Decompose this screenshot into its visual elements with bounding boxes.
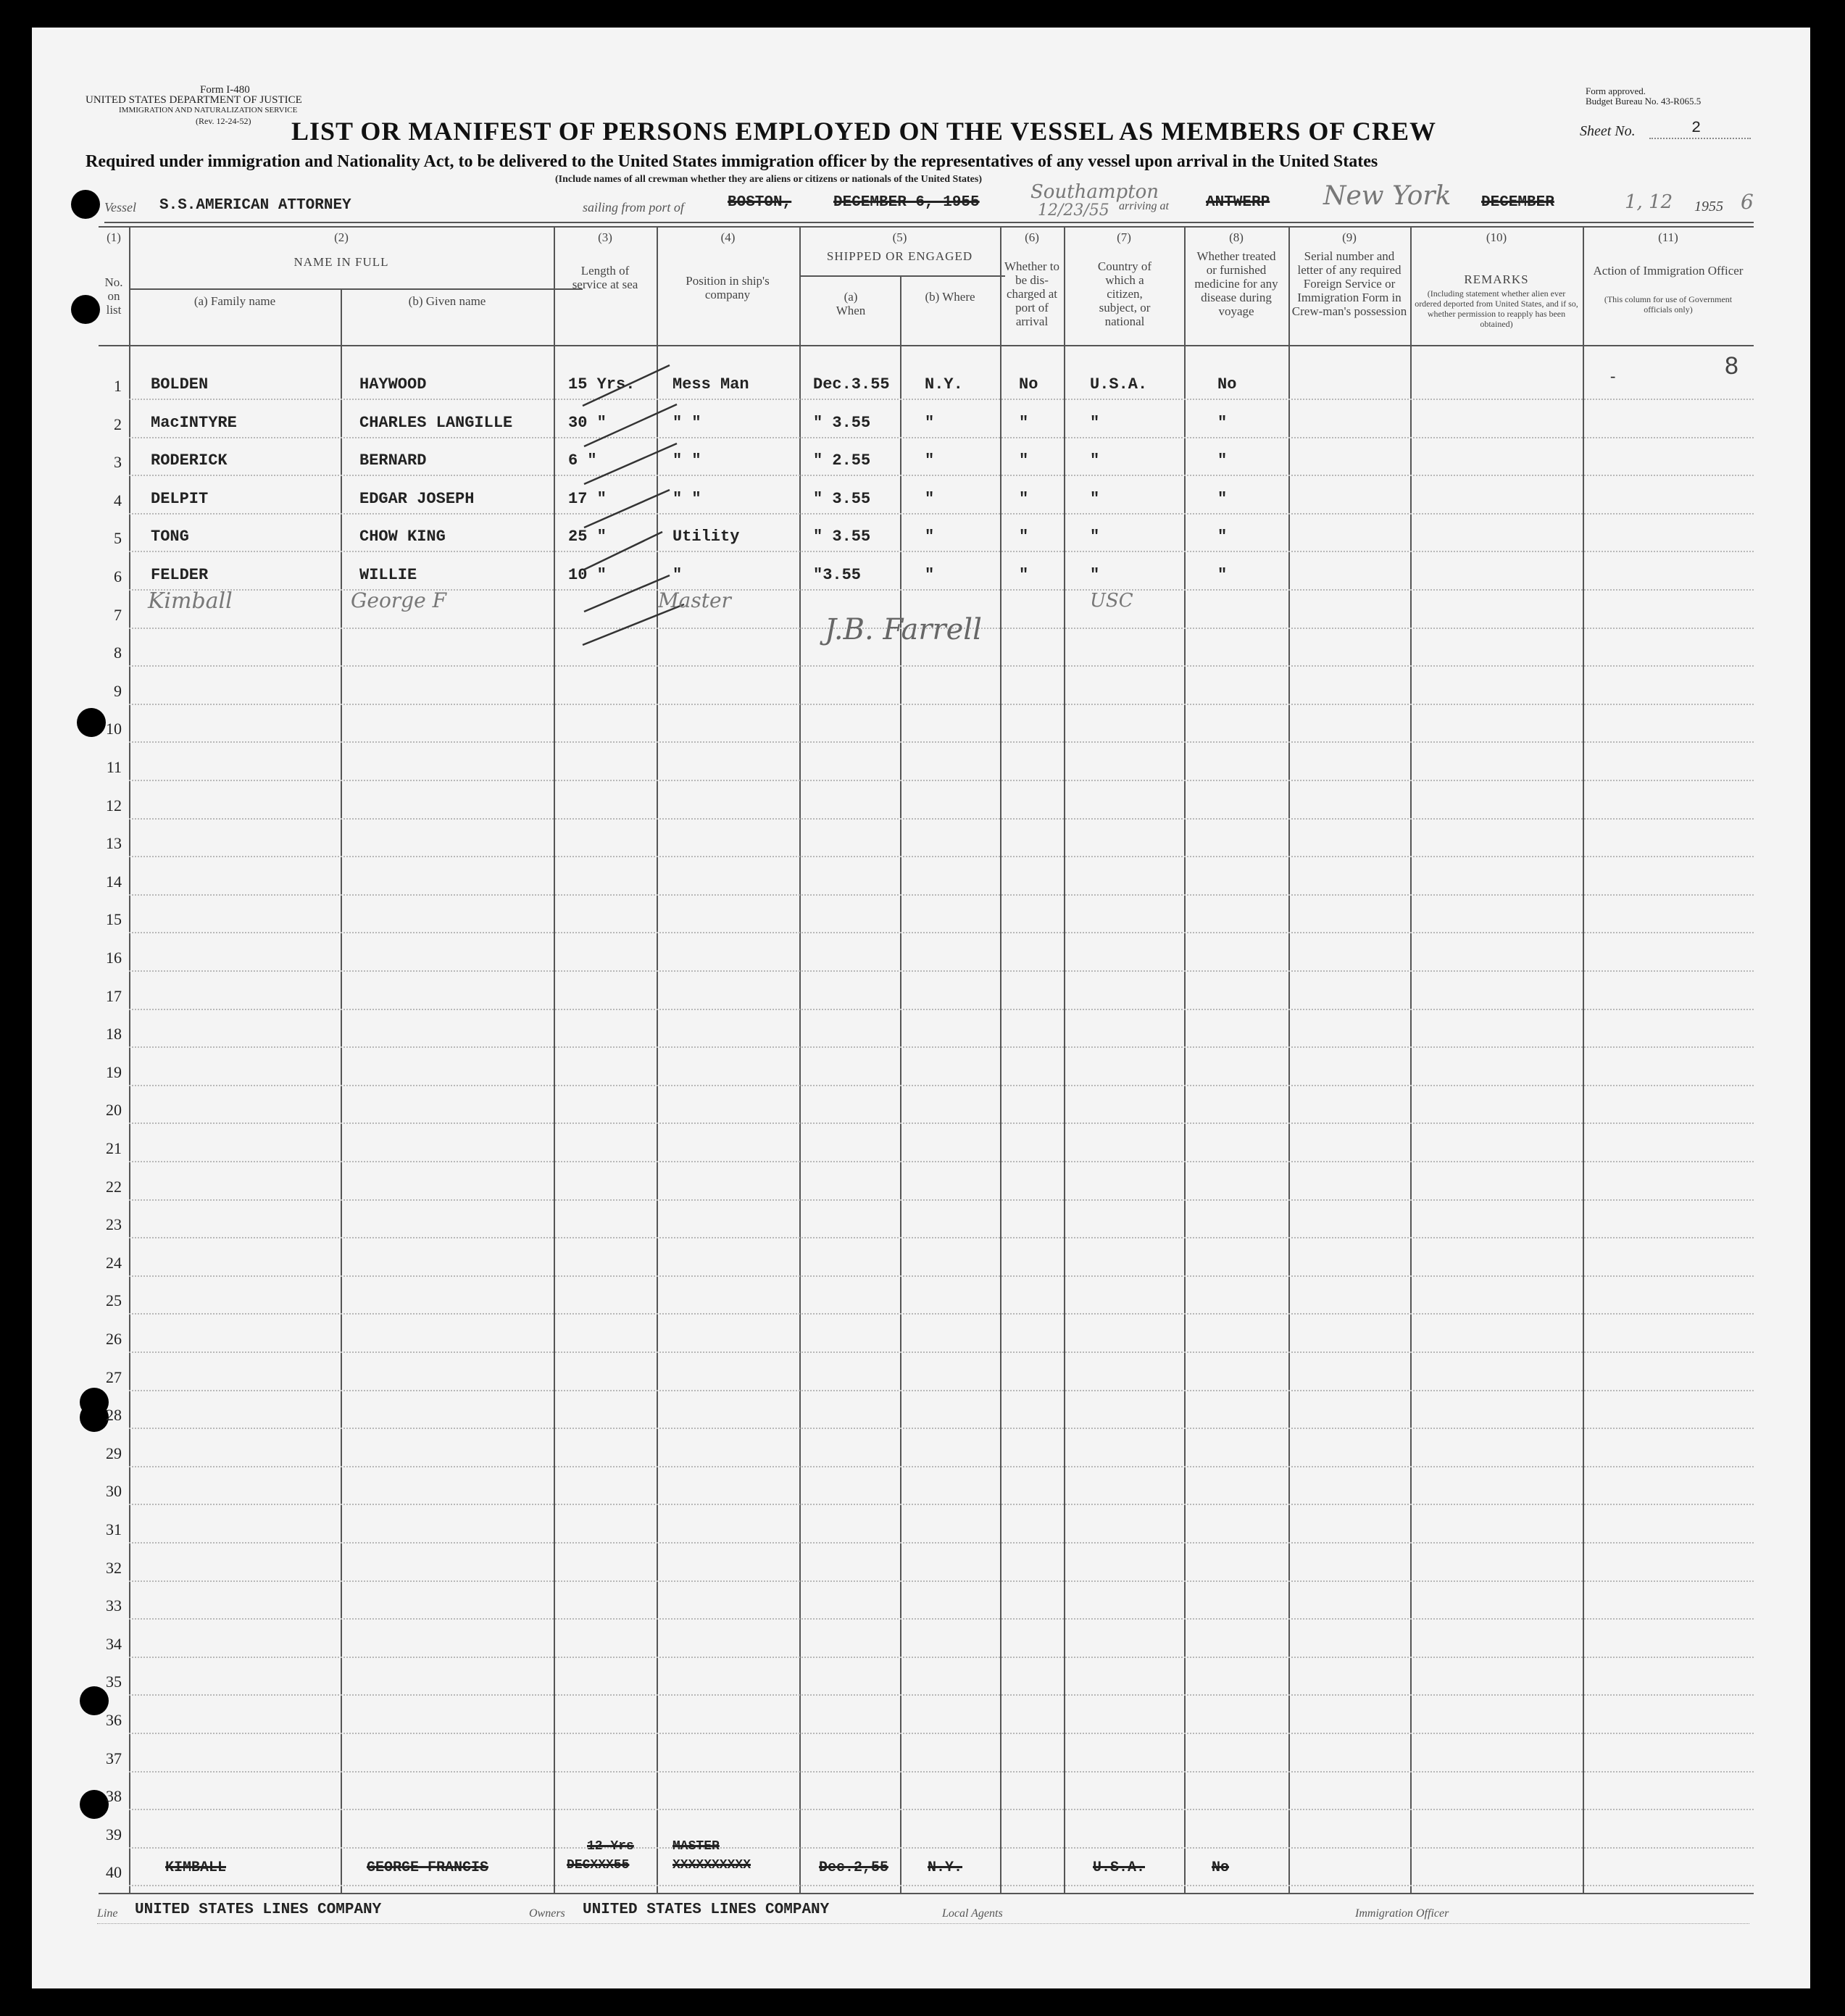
row-number: 25 xyxy=(106,1291,122,1310)
row-number: 4 xyxy=(114,491,122,509)
table-row-line xyxy=(129,818,1754,820)
table-row-line xyxy=(129,741,1754,743)
col2-header: NAME IN FULL xyxy=(293,255,389,269)
col2b-header: (b) Given name xyxy=(408,294,486,308)
row-number: 36 xyxy=(106,1711,122,1729)
crew-when: Dec.3.55 xyxy=(813,375,890,393)
row-number: 20 xyxy=(106,1101,122,1120)
crew-country: " xyxy=(1090,566,1100,584)
col6-number: (6) xyxy=(1025,230,1039,244)
manifest-page xyxy=(32,28,1810,1988)
row-number: 31 xyxy=(106,1520,122,1538)
table-row-line xyxy=(129,475,1754,476)
date-from: DECEMBER 6, 1955 xyxy=(833,194,980,211)
department: UNITED STATES DEPARTMENT OF JUSTICE xyxy=(86,94,302,106)
row-number: 27 xyxy=(106,1367,122,1386)
col5b-header: (b) Where xyxy=(925,290,975,304)
row-number: 13 xyxy=(106,834,122,853)
punch-hole xyxy=(71,190,100,219)
table-row-line xyxy=(129,1809,1754,1810)
col8-header: Whether treated or furnished medicine for any disease during voyage xyxy=(1194,249,1278,318)
row-number: 29 xyxy=(106,1444,122,1462)
table-row-line xyxy=(129,513,1754,515)
port-from: BOSTON, xyxy=(728,194,792,211)
row-number: 14 xyxy=(106,872,122,891)
crew-position: " xyxy=(672,566,683,584)
form-approved: Form approved. xyxy=(1586,86,1646,96)
hand-date: 12/23/55 xyxy=(1038,201,1109,220)
row-number: 30 xyxy=(106,1482,122,1501)
row-number: 9 xyxy=(114,681,122,700)
crew-discharged: " xyxy=(1019,413,1029,432)
footer-line-label: Line xyxy=(97,1907,118,1920)
crew-length: 17 " xyxy=(568,489,607,508)
crew-family: MacINTYRE xyxy=(151,413,237,432)
row40-country: U.S.A. xyxy=(1093,1859,1146,1876)
col3-number: (3) xyxy=(598,230,612,244)
sheet-number-line xyxy=(1649,138,1751,139)
row-number: 28 xyxy=(106,1406,122,1425)
table-row-line xyxy=(129,1466,1754,1467)
form-number: Form I-480 xyxy=(200,84,250,96)
name-divider xyxy=(129,288,583,290)
sheet-label: Sheet No. xyxy=(1580,123,1636,139)
year-hand: 6 xyxy=(1741,190,1754,214)
crew-where: " xyxy=(925,451,935,470)
table-row-line xyxy=(129,1237,1754,1238)
table-row-line xyxy=(129,1122,1754,1124)
row-number: 10 xyxy=(106,720,122,738)
crew-length: 10 " xyxy=(568,566,607,584)
table-row-line xyxy=(129,970,1754,972)
crew-where: " xyxy=(925,413,935,432)
action-dash: - xyxy=(1610,367,1616,385)
vessel-rule xyxy=(104,222,1754,223)
header-bottom-rule xyxy=(99,345,1754,346)
table-row-line xyxy=(129,894,1754,896)
col4-number: (4) xyxy=(720,230,736,244)
row-number: 26 xyxy=(106,1330,122,1348)
crew-country: " xyxy=(1090,489,1100,508)
table-row-line xyxy=(129,1351,1754,1353)
table-row-line xyxy=(129,1771,1754,1773)
row-number: 40 xyxy=(106,1863,122,1882)
crew-length: 6 " xyxy=(568,451,597,470)
service: IMMIGRATION AND NATURALIZATION SERVICE xyxy=(119,106,298,114)
row40-length: DECXXX55 xyxy=(567,1858,630,1873)
crew-given: HAYWOOD xyxy=(359,375,427,393)
crew-when: "3.55 xyxy=(813,566,862,584)
table-bottom-rule xyxy=(99,1893,1754,1894)
row-number: 18 xyxy=(106,1025,122,1044)
col6-header: Whether to be dis-charged at port of arrival xyxy=(1004,259,1059,328)
table-row-line xyxy=(129,1199,1754,1201)
crew-treated: " xyxy=(1217,489,1228,508)
table-row-line xyxy=(129,1313,1754,1315)
crew-family: BOLDEN xyxy=(151,375,209,393)
row-number: 8 xyxy=(114,643,122,662)
col2a-header: (a) Family name xyxy=(193,294,276,308)
table-row-line xyxy=(129,1046,1754,1048)
row40-when: Dec.2,55 xyxy=(819,1859,889,1876)
row-number: 35 xyxy=(106,1673,122,1691)
row-number: 17 xyxy=(106,986,122,1005)
col10-note: (Including statement whether alien ever ordered deported from United States, and if so, whether permission to reapply has been obtained) xyxy=(1415,288,1578,329)
row7-position: Master xyxy=(658,588,731,612)
row40-treated: No xyxy=(1212,1859,1230,1876)
crew-given: CHOW KING xyxy=(359,528,446,546)
footer-line-value: UNITED STATES LINES COMPANY xyxy=(135,1902,382,1918)
hand-day: 1, 12 xyxy=(1625,191,1673,213)
punch-hole xyxy=(71,295,100,324)
col8-number: (8) xyxy=(1229,230,1244,244)
table-row-line xyxy=(129,1618,1754,1620)
row40-family: KIMBALL xyxy=(165,1859,227,1876)
crew-length: 30 " xyxy=(568,413,607,432)
crew-given: BERNARD xyxy=(359,451,427,470)
table-row-line xyxy=(129,1504,1754,1505)
crew-country: U.S.A. xyxy=(1090,375,1148,393)
crew-when: " 2.55 xyxy=(813,451,871,470)
row40-position: XXXXXXXXXX xyxy=(672,1858,751,1873)
table-row-line xyxy=(129,780,1754,781)
col5a-header: (a) When xyxy=(836,290,866,317)
table-row-line xyxy=(129,1542,1754,1544)
crew-discharged: " xyxy=(1019,528,1029,546)
crew-position: " " xyxy=(672,413,701,432)
crew-country: " xyxy=(1090,413,1100,432)
crew-when: " 3.55 xyxy=(813,413,871,432)
col2-number: (2) xyxy=(334,230,349,244)
table-row-line xyxy=(129,1428,1754,1429)
row-number: 7 xyxy=(114,605,122,624)
action-count: 8 xyxy=(1725,352,1738,380)
crew-position: " " xyxy=(672,451,701,470)
page-title: LIST OR MANIFEST OF PERSONS EMPLOYED ON THE VESSEL AS MEMBERS OF CREW xyxy=(291,117,1436,146)
table-row-line xyxy=(129,1390,1754,1391)
col9-header: Serial number and letter of any required Foreign Service or Immigration Form in Crew-man's possession xyxy=(1291,249,1407,318)
crew-treated: No xyxy=(1217,375,1237,393)
row7-family: Kimball xyxy=(148,588,233,614)
table-row-line xyxy=(129,437,1754,438)
crew-when: " 3.55 xyxy=(813,489,871,508)
row-number: 2 xyxy=(114,415,122,433)
table-row-line xyxy=(129,704,1754,705)
crew-treated: " xyxy=(1217,413,1228,432)
table-row-line xyxy=(129,1275,1754,1277)
col5-number: (5) xyxy=(892,230,907,244)
table-row-line xyxy=(129,399,1754,400)
hand-port-to: New York xyxy=(1323,181,1452,211)
sheet-number: 2 xyxy=(1691,119,1702,137)
crew-given: EDGAR JOSEPH xyxy=(359,489,475,508)
col4-header: Position in ship's company xyxy=(686,274,770,301)
crew-where: " xyxy=(925,566,935,584)
crew-treated: " xyxy=(1217,451,1228,470)
crew-discharged: No xyxy=(1019,375,1038,393)
crew-length: 15 Yrs. xyxy=(568,375,636,393)
row-number: 15 xyxy=(106,910,122,929)
table-row-line xyxy=(129,1009,1754,1010)
row-number: 16 xyxy=(106,949,122,967)
signature: J.B. Farrell xyxy=(825,613,982,646)
col3-header: Length of service at sea xyxy=(572,264,638,291)
row7-given: George F xyxy=(351,588,447,612)
table-row-line xyxy=(129,1847,1754,1849)
row-number: 5 xyxy=(114,529,122,548)
crew-family: FELDER xyxy=(151,566,209,584)
row-number: 39 xyxy=(106,1825,122,1844)
shipped-divider xyxy=(799,275,1005,277)
table-row-line xyxy=(129,665,1754,667)
row40-position-top: MASTER xyxy=(672,1839,720,1854)
crew-given: CHARLES LANGILLE xyxy=(359,413,513,432)
footer-rule xyxy=(97,1923,1749,1924)
month-typed: DECEMBER xyxy=(1481,194,1554,211)
row-number: 1 xyxy=(114,377,122,395)
row-number: 21 xyxy=(106,1139,122,1157)
port-to-struck: ANTWERP xyxy=(1206,194,1270,211)
row40-where: N.Y. xyxy=(928,1859,963,1876)
hand-port: Southampton xyxy=(1030,181,1159,203)
vessel-label: Vessel xyxy=(104,200,136,214)
include-note: (Include names of all crewman whether they are aliens or citizens or nationals of the United States) xyxy=(555,174,982,185)
table-row-line xyxy=(129,1694,1754,1696)
col11-header: Action of Immigration Officer xyxy=(1593,264,1744,278)
crew-given: WILLIE xyxy=(359,566,417,584)
row-number: 34 xyxy=(106,1634,122,1653)
crew-length: 25 " xyxy=(568,528,607,546)
footer-officer-label: Immigration Officer xyxy=(1355,1907,1449,1920)
crew-where: N.Y. xyxy=(925,375,963,393)
table-row-line xyxy=(129,1885,1754,1886)
row-number: 11 xyxy=(106,758,122,776)
revision: (Rev. 12-24-52) xyxy=(196,116,251,126)
crew-family: DELPIT xyxy=(151,489,209,508)
length-strike-marks xyxy=(568,361,699,658)
year: 1955 xyxy=(1694,199,1723,214)
table-row-line xyxy=(129,1733,1754,1734)
col-divider xyxy=(341,288,342,1893)
table-row-line xyxy=(129,1657,1754,1658)
subtitle: Required under immigration and Nationality Act, to be delivered to the United States immigration officer by the representatives of any vessel upon arrival in the United States xyxy=(86,152,1378,171)
table-row-line xyxy=(129,1085,1754,1086)
vessel-name: S.S.AMERICAN ATTORNEY xyxy=(159,197,351,214)
sailing-label: sailing from port of xyxy=(583,200,684,214)
col7-number: (7) xyxy=(1117,230,1131,244)
arriving-label: arriving at xyxy=(1119,200,1169,212)
row-number: 19 xyxy=(106,1062,122,1081)
table-top-rule xyxy=(99,226,1754,228)
crew-position: " " xyxy=(672,489,701,508)
col1-number: (1) xyxy=(107,230,121,244)
crew-treated: " xyxy=(1217,528,1228,546)
crew-position: Mess Man xyxy=(672,375,749,393)
col11-number: (11) xyxy=(1658,230,1678,244)
budget-bureau: Budget Bureau No. 43-R065.5 xyxy=(1586,96,1702,107)
crew-treated: " xyxy=(1217,566,1228,584)
row-number: 38 xyxy=(106,1787,122,1806)
crew-family: RODERICK xyxy=(151,451,228,470)
crew-where: " xyxy=(925,489,935,508)
col10-number: (10) xyxy=(1486,230,1507,244)
row-number: 32 xyxy=(106,1558,122,1577)
row-number: 3 xyxy=(114,453,122,472)
row-number: 33 xyxy=(106,1596,122,1615)
crew-discharged: " xyxy=(1019,489,1029,508)
crew-position: Utility xyxy=(672,528,740,546)
footer-owners-value: UNITED STATES LINES COMPANY xyxy=(583,1902,830,1918)
crew-discharged: " xyxy=(1019,451,1029,470)
col1-header: No. on list xyxy=(104,275,123,317)
row7-country: USC xyxy=(1090,590,1133,612)
row40-length-top: 12 Yrs xyxy=(587,1839,634,1854)
col7-header: Country of which a citizen, subject, or national xyxy=(1097,259,1152,328)
row-number: 24 xyxy=(106,1253,122,1272)
col5-header: SHIPPED OR ENGAGED xyxy=(826,249,973,263)
crew-where: " xyxy=(925,528,935,546)
table-row-line xyxy=(129,1580,1754,1582)
crew-country: " xyxy=(1090,451,1100,470)
row-number: 6 xyxy=(114,567,122,586)
row-number: 37 xyxy=(106,1749,122,1767)
row-number: 22 xyxy=(106,1177,122,1196)
table-row-line xyxy=(129,932,1754,933)
row-number: 23 xyxy=(106,1215,122,1234)
table-row-line xyxy=(129,856,1754,857)
crew-discharged: " xyxy=(1019,566,1029,584)
row40-given: GEORGE FRANCIS xyxy=(367,1859,489,1876)
col9-number: (9) xyxy=(1342,230,1357,244)
table-row-line xyxy=(129,1161,1754,1162)
crew-when: " 3.55 xyxy=(813,528,871,546)
col10-header: REMARKS xyxy=(1464,272,1529,286)
crew-family: TONG xyxy=(151,528,189,546)
footer-owners-label: Owners xyxy=(529,1907,565,1920)
table-row-line xyxy=(129,551,1754,552)
footer-agents-label: Local Agents xyxy=(942,1907,1003,1920)
row-number: 12 xyxy=(106,796,122,815)
crew-country: " xyxy=(1090,528,1100,546)
col11-note: (This column for use of Government officials only) xyxy=(1604,294,1733,315)
